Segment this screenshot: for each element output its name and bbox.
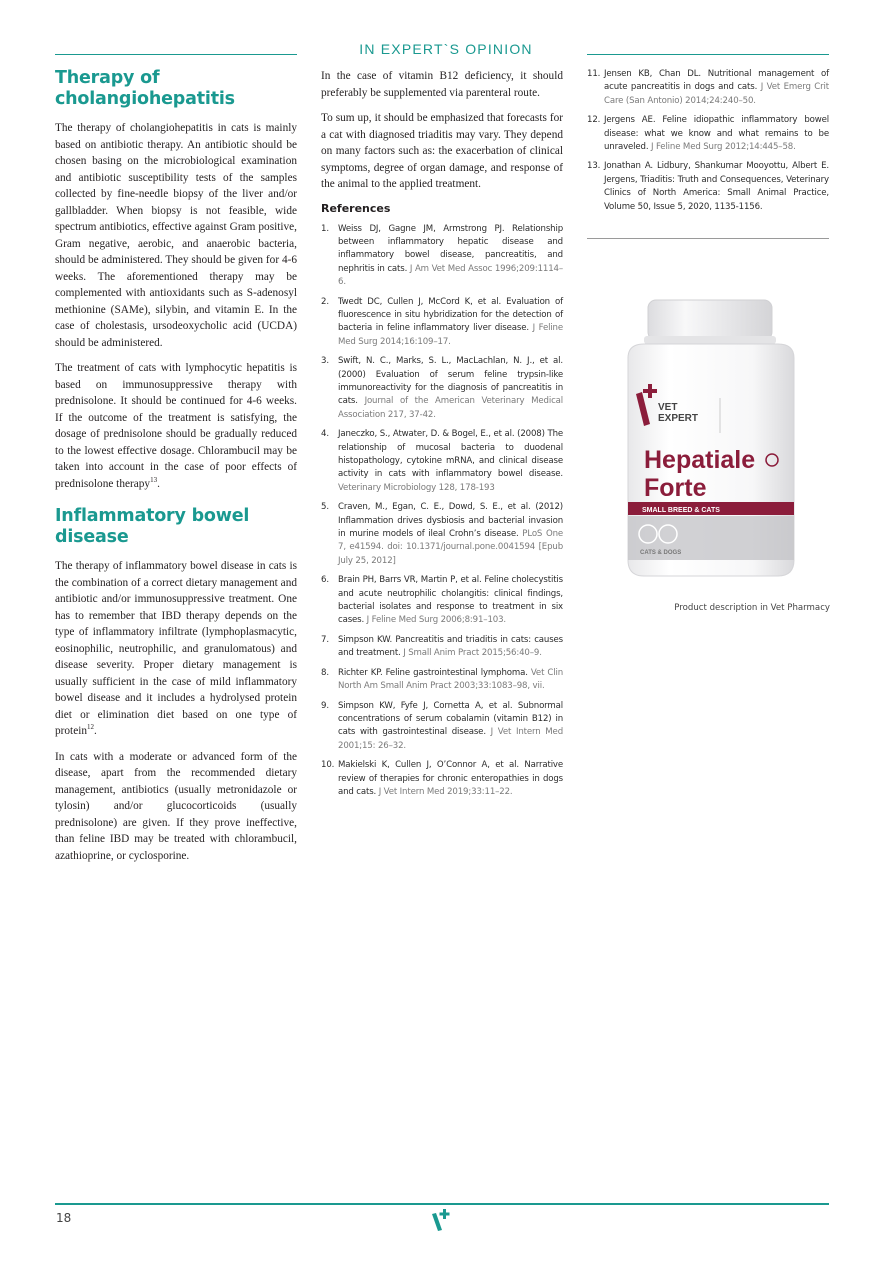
section-title: IN EXPERT`S OPINION: [359, 41, 533, 57]
page-number: 18: [56, 1211, 72, 1225]
paragraph-b12: In the case of vitamin B12 deficiency, it should preferably be supplemented via parenteral route.: [321, 70, 563, 99]
reference-number: 9.: [321, 700, 329, 711]
species-label: CATS & DOGS: [640, 550, 682, 556]
brand-line2: EXPERT: [658, 413, 699, 424]
reference-source: J Feline Med Surg 2012;14:445–58.: [651, 142, 796, 153]
reference-text: Swift, N. C., Marks, S. L., MacLachlan, N. J., et al. (2000) Evaluation of serum feline trypsin-like immunoreactivity for the diagnosis of pancreatitis in cats.: [338, 356, 563, 407]
paragraph-summary: To sum up, it should be emphasized that forecasts for a cat with diagnosed triaditis may vary. They depend on many factors such as: the exacerbation of clinical symptoms, degree of organ damage, and response of the animal to the applied treatment.: [321, 112, 563, 190]
reference-text: Makielski K, Cullen J, O’Connor A, et al. Narrative review of therapies for chronic enteropathies in dogs and cats.: [338, 760, 563, 797]
paragraph-text: The treatment of cats with lymphocytic hepatitis is based on immunosuppressive therapy with prednisolone. It should be continued for 4-6 weeks. If the outcome of the treatment is satisfying, the dosage of prednisolone should be gradually reduced to the lowest effective dosage. Chlorambucil may be taken into account in the case of poor effects of prednisolone therapy: [55, 362, 297, 490]
reference-source: J Small Anim Pract 2015;56:40–9.: [403, 648, 542, 659]
references-divider: [587, 238, 829, 239]
reference-number: 6.: [321, 575, 329, 586]
reference-number: 3.: [321, 356, 329, 367]
reference-item: [321, 759, 563, 799]
paragraph-text: The therapy of inflammatory bowel disease in cats is the combination of a correct dietary management and antibiotic and/or immunosuppressive treatment. One has to remember that IBD therapy depends on the type of inflammatory infiltrate (lymphoplasmacytic, eosinophilic, neutrophilic, and granulomatous) and disease severity. Proper dietary management is usually sufficient in the case of mild inflammatory bowel disease and it includes a hydrolysed protein diet or elimination diet based on one type of protein: [55, 560, 297, 737]
footer-rule: [55, 1203, 829, 1205]
brand-line1: VET: [658, 402, 678, 413]
reference-source: J Feline Med Surg 2006;8:91–103.: [366, 615, 506, 626]
reference-item: [321, 501, 563, 568]
reference-item: [587, 160, 829, 214]
reference-item: [321, 428, 563, 495]
product-name-line1: Hepatiale: [644, 446, 756, 474]
reference-source: Journal of the American Veterinary Medical Association 217, 37-42.: [338, 396, 563, 420]
reference-item: [321, 574, 563, 628]
column-middle: [321, 68, 563, 805]
reference-source: J Vet Intern Med 2019;33:11–22.: [378, 786, 513, 797]
references-list-1: [321, 223, 563, 800]
reference-text: Simpson KW, Fyfe J, Cornetta A, et al. Subnormal concentrations of serum cobalamin (vitamin B12) in cats with gastrointestinal disease.: [338, 700, 563, 738]
column-left: [55, 68, 297, 873]
reference-source: PLoS One 7, e41594. doi: 10.1371/journal.pone.0041594 [Epub July 25, 2012]: [338, 529, 564, 566]
reference-source: J Vet Intern Med 2001;15: 26–32.: [338, 727, 563, 751]
references-heading: References: [321, 201, 391, 215]
reference-number: 11.: [587, 69, 601, 79]
reference-number: 2.: [321, 296, 329, 307]
reference-text: Richter KP. Feline gastrointestinal lymphoma.: [338, 667, 531, 678]
reference-item: [321, 667, 563, 694]
product-name-line2: Forte: [644, 474, 707, 502]
column-right: [587, 68, 829, 239]
citation-superscript: 12: [87, 723, 94, 732]
paragraph-ibd-1: The therapy of inflammatory bowel disease in cats is the combination of a correct dietary management and antibiotic and/or immunosuppressive treatment. One has to remember that IBD therapy depends on the type of inflammatory infiltrate (lymphoplasmacytic, eosinophilic, neutrophilic, and granulomatous) and disease severity. Proper dietary management is usually sufficient in the case of mild inflammatory bowel disease and it includes a hydrolysed protein diet or elimination diet based on one type of protein$^{12}$.: [55, 560, 297, 737]
paragraph-cholangiohepatitis-2: The treatment of cats with lymphocytic hepatitis is based on immunosuppressive therapy with prednisolone. It should be continued for 4-6 weeks. If the outcome of the treatment is satisfying, the dosage of prednisolone should be gradually reduced to the lowest effective dosage. Chlorambucil may be taken into account in the case of poor effects of prednisolone therapy$^{13}$.: [55, 362, 297, 490]
reference-text: Jensen KB, Chan DL. Nutritional management of acute pancreatitis in dogs and cats.: [604, 69, 829, 93]
reference-source: Veterinary Microbiology 128, 178-193: [338, 482, 495, 493]
reference-number: 10.: [321, 760, 335, 771]
reference-number: 4.: [321, 429, 329, 440]
reference-item: [321, 700, 563, 754]
reference-item: [321, 223, 563, 290]
bottle-cap: [644, 300, 776, 344]
reference-number: 5.: [321, 502, 329, 513]
reference-text: Jonathan A. Lidbury, Shankumar Mooyottu, Albert E. Jergens, Triaditis: Truth and Consequences, Veterinary Clinics of North America: Small Animal Practice, Volume 50, Issue 5, 2020, 1135-1156.: [604, 161, 829, 212]
product-caption: Product description in Vet Pharmacy: [674, 603, 830, 613]
reference-number: 8.: [321, 667, 329, 678]
reference-text: Twedt DC, Cullen J, McCord K, et al. Evaluation of fluorescence in situ hybridization for the detection of bacteria in feline inflammatory liver disease.: [338, 296, 563, 334]
reference-source: J Vet Emerg Crit Care (San Antonio) 2014;24:240–50.: [604, 82, 829, 106]
reference-item: [587, 114, 829, 154]
reference-source: J Am Vet Med Assoc 1996;209:1114–6.: [338, 263, 563, 288]
reference-number: 1.: [321, 223, 329, 234]
reference-text: Simpson KW. Pancreatitis and triaditis in cats: causes and treatment.: [338, 634, 563, 659]
reference-text: Brain PH, Barrs VR, Martin P, et al. Feline cholecystitis and acute neutrophilic cholangitis: clinical findings, bacterial isolates and response to treatment in six cases.: [338, 575, 563, 626]
references-list-2: [587, 68, 829, 214]
reference-text: Jergens AE. Feline idiopathic inflammatory bowel disease: what we know and what remains to be unraveled.: [604, 115, 829, 153]
paragraph-cholangiohepatitis-1: The therapy of cholangiohepatitis in cats is mainly based on antibiotic therapy. An antibiotic should be chosen basing on the microbiological examination and antibiotic susceptibility tests of the samples collected by fine-needle biopsy of the liver and/or gallbladder. When biopsy is not feasible, wide spectrum antibiotics, effective against Gram positive, Gram negative, aerobic, and anaerobic bacteria, should be administered. They should be given for 4-6 weeks. The aforementioned therapy may be complemented with antioxidants such as S-adenosyl methionine (SAMe), silybin, and vitamin E. In the case of cholestasis, ursodeoxycholic acid (UCDA) should be administered.: [55, 122, 297, 349]
product-band-label: SMALL BREED & CATS: [642, 507, 720, 514]
reference-text: Craven, M., Egan, C. E., Dowd, S. E., et al. (2012) Inflammation drives dysbiosis and bacterial invasion in murine models of ileal Crohn’s disease.: [338, 502, 563, 540]
heading-ibd: Inflammatory bowel disease: [55, 506, 250, 547]
reference-text: Janeczko, S., Atwater, D. & Bogel, E., et al. (2008) The relationship of mucosal bacteria to duodenal histopathology, cytokine mRNA, and clinical disease activity in cats with inflammatory bowel disease.: [338, 429, 563, 480]
reference-source: J Feline Med Surg 2014;16:109–17.: [338, 323, 563, 347]
reference-number: 13.: [587, 161, 601, 172]
reference-number: 7.: [321, 634, 329, 645]
reference-item: [587, 68, 829, 108]
paragraph-ibd-2: In cats with a moderate or advanced form of the disease, apart from the recommended dietary management, antibiotics (usually metronidazole or tylosin) and/or glucocorticoids (usually prednisolone) are given. If they prove ineffective, than feline IBD may be treated with chlorambucil, azathioprine, or cyclosporine.: [55, 750, 297, 862]
reference-item: [321, 296, 563, 350]
reference-number: 12.: [587, 115, 601, 126]
heading-cholangiohepatitis: Therapy of cholangiohepatitis: [55, 68, 235, 109]
reference-item: [321, 634, 563, 661]
reference-item: [321, 355, 563, 422]
citation-superscript: 13: [150, 475, 158, 484]
reference-source: Vet Clin North Am Small Anim Pract 2003;33:1083–98, vii.: [338, 667, 564, 692]
product-image-hepatiale-forte: [600, 298, 826, 588]
reference-text: Weiss DJ, Gagne JM, Armstrong PJ. Relationship between inflammatory hepatic disease and inflammatory bowel disease, pancreatitis, and nephritis in cats.: [338, 223, 563, 274]
vet-expert-logo-icon: [428, 1208, 454, 1232]
